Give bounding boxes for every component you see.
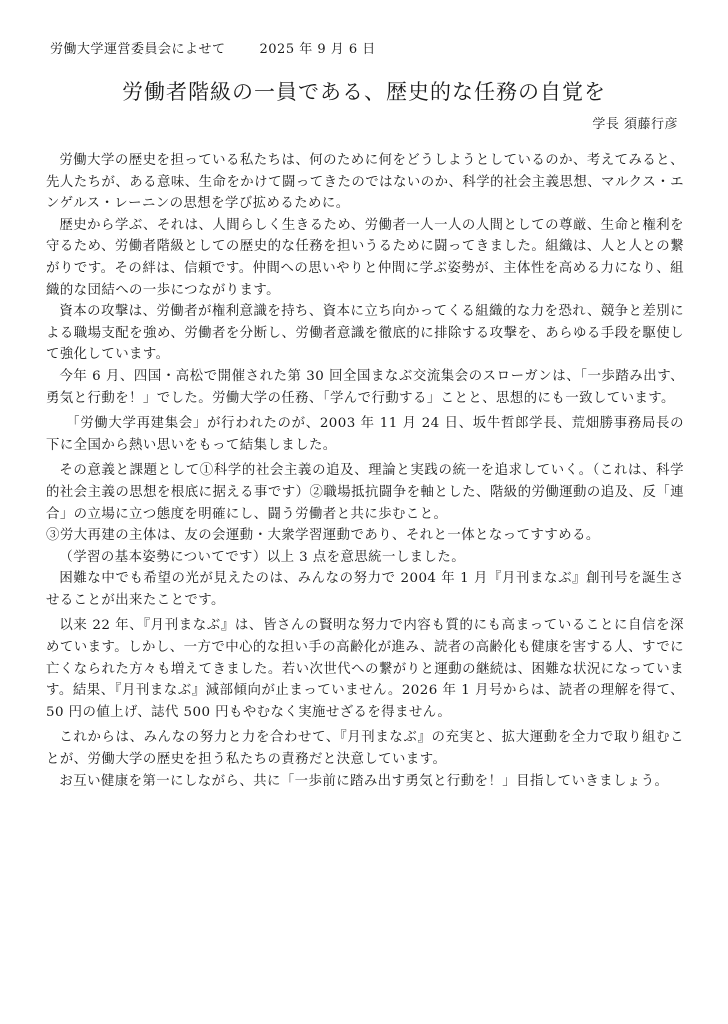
document-title: 労働者階級の一員である、歴史的な任務の自覚を [122,80,606,104]
paragraph-4: 今年 6 月、四国・高松で開催された第 30 回全国まなぶ交流集会のスローガンは、「一歩踏み出す、勇気と行動を！」でした。労働大学の任務、「学んで行動する」ことと、思想的にも一致しています。 [46,368,684,406]
paragraph-10: 以来 22 年、『月刊まなぶ』は、皆さんの賢明な努力で内容も質的にも高まっていることに自信を深めています。しかし、一方で中心的な担い手の高齢化が進み、読者の高齢化も健康を害する人、すでに亡くなられた方々も増えてきました。若い次世代への繋がりと運動の継続は、困難な状況になっています。結果、『月刊まなぶ』減部傾向が止まっていません。2026 年 1 月号からは、読者の理解を得て、50 円の値上げ、誌代 500 円もやむなく実施せざるを得ません。 [46,618,684,720]
paragraph-2: 歴史から学ぶ、それは、人間らしく生きるため、労働者一人一人の人間としての尊厳、生命と権利を守るため、労働者階級としての歴史的な任務を担いうるために闘ってきました。組織は、人と人との繋がりです。その絆は、信頼です。仲間への思いやりと仲間に学ぶ姿勢が、主体性を高める力になり、組織的な団結への一歩につながります。 [46,217,684,298]
paragraph-1: 労働大学の歴史を担っている私たちは、何のために何をどうしようとしているのか、考えてみると、先人たちが、ある意味、生命をかけて闘ってきたのではないのか、科学的社会主義思想、マルクス・エンゲルス・レーニンの思想を学び拡めるために。 [46,153,684,212]
paragraph-11: これからは、みんなの努力と力を合わせて、『月刊まなぶ』の充実と、拡大運動を全力で取り組むことが、労働大学の歴史を担う私たちの責務だと決意しています。 [46,730,684,768]
paragraph-6: その意義と課題として①科学的社会主義の追及、理論と実践の統一を追求していく。（これは、科学的社会主義の思想を根底に据える事です）②職場抵抗闘争を軸とした、階級的労働運動の追及、反「連合」の立場に立つ態度を明確にし、闘う労働者と共に歩むこと。 [46,463,684,522]
author-line: 学長 須藤行彦 [592,117,678,132]
paragraph-12: お互い健康を第一にしながら、共に「一歩前に踏み出す勇気と行動を！」目指していきましょう。 [59,773,669,789]
header-source: 労働大学運営委員会によせて [50,42,226,57]
header-date: 2025 年 9 月 6 日 [259,42,376,57]
paragraph-8: （学習の基本姿勢についてです）以上 3 点を意思統一しました。 [59,549,466,565]
paragraph-5: 「労働大学再建集会」が行われたのが、2003 年 11 月 24 日、坂牛哲郎学長、荒畑勝事務局長の下に全国から熱い思いをもって結集しました。 [46,416,684,453]
paragraph-3: 資本の攻撃は、労働者が権利意識を持ち、資本に立ち向かってくる組織的な力を恐れ、競争と差別による職場支配を強め、労働者を分断し、労働者意識を徹底的に排除する攻撃を、あらゆる手段を駆使して強化しています。 [46,304,684,363]
paragraph-7: ③労大再建の主体は、友の会運動・大衆学習運動であり、それと一体となってすすめる。 [46,528,600,544]
header-line [50,38,376,57]
body-text [46,150,684,792]
paragraph-9: 困難な中でも希望の光が見えたのは、みんなの努力で 2004 年 1 月『月刊まなぶ』創刊号を誕生させることが出来たことです。 [46,571,684,608]
